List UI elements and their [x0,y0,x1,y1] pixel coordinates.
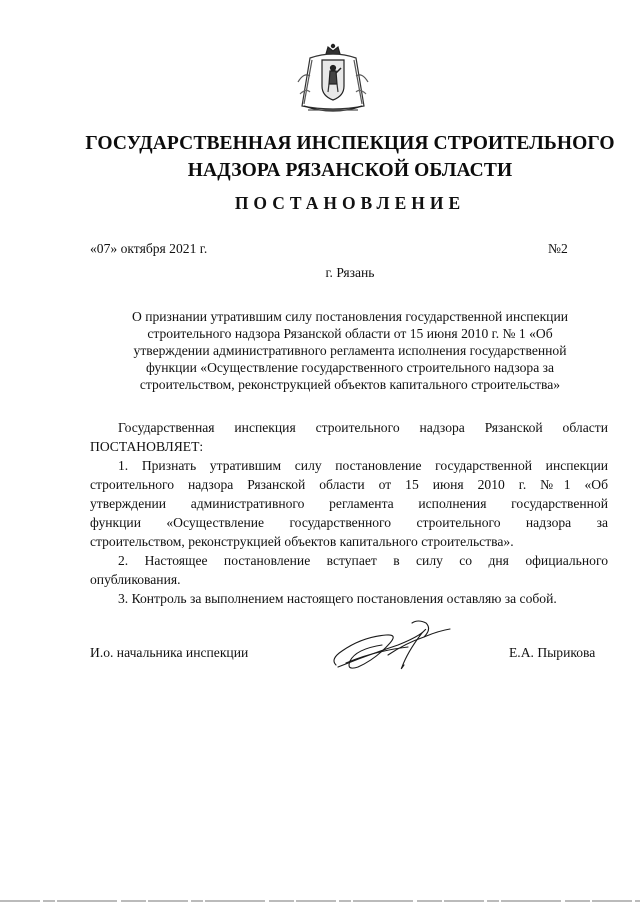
item1-line: функции «Осуществление государственного строительного надзора за [90,515,608,530]
item1-line: 1. Признать утратившим силу постановление государственной инспекции [118,458,608,473]
preamble-line: Государственная инспекция строительного надзора Рязанской области [118,420,608,435]
coat-of-arms-icon [290,42,376,120]
document-number: №2 [548,241,568,256]
item1-line: строительного надзора Рязанской области от 15 июня 2010 г. №1 «Об [90,477,608,492]
preamble-line: ПОСТАНОВЛЯЕТ: [90,439,204,454]
scan-edge-divider [0,899,640,903]
organization-name-line1: ГОСУДАРСТВЕННАЯ ИНСПЕКЦИЯ СТРОИТЕЛЬНОГО [85,133,615,154]
document-body [90,418,608,608]
document-type-title: ПОСТАНОВЛЕНИЕ [234,193,466,213]
subject-line: утверждении административного регламента исполнения государственной [133,343,567,358]
subject-line: строительного надзора Рязанской области от 15 июня 2010 г. № 1 «Об [147,326,553,341]
item3-line: 3. Контроль за выполнением настоящего постановления оставляю за собой. [118,591,557,606]
organization-name-line2: НАДЗОРА РЯЗАНСКОЙ ОБЛАСТИ [187,160,513,181]
handwritten-signature-icon [328,615,454,675]
signatory-name: Е.А. Пырикова [509,645,596,660]
item2-line: опубликования. [90,572,181,587]
document-city: г. Рязань [325,265,375,280]
item2-line: 2. Настоящее постановление вступает в силу со дня официального [118,553,608,568]
item1-line: строительством, реконструкцией объектов капитального строительства». [90,534,514,549]
subject-line: О признании утратившим силу постановления государственной инспекции [131,309,569,324]
subject-line: строительством, реконструкцией объектов капитального строительства» [139,377,561,392]
signatory-title: И.о. начальника инспекции [90,645,249,660]
subject-line: функции «Осуществление государственного строительного надзора за [145,360,555,375]
item1-line: утверждении административного регламента исполнения государственной [90,496,608,511]
document-date: «07» октября 2021 г. [90,241,208,256]
